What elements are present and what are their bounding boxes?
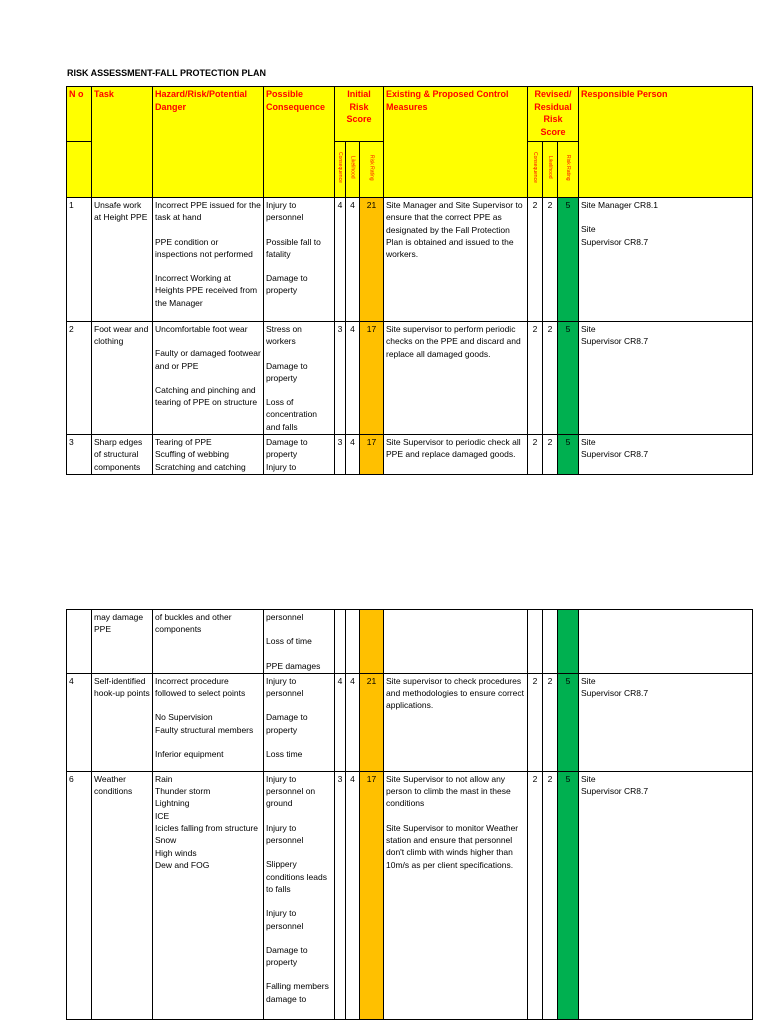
header-revised-consequence: Consequence [528,142,543,198]
row-number [67,610,92,674]
header-no-blank [67,142,92,198]
header-revised-risk-rating: Risk Rating [558,142,579,198]
row-number: 6 [67,771,92,1019]
revised-risk-rating [558,610,579,674]
task-cell-line: Self-identified hook-up points [94,675,150,699]
initial-risk-rating: 17 [360,435,384,475]
hazard-cell-line: Incorrect Working at Heights PPE received from the Manager [155,273,258,308]
consequence-cell [264,198,335,322]
responsible-person-cell-line: Site Manager CR8.1 [581,200,659,210]
revised-consequence-score: 2 [528,322,543,435]
revised-consequence-score: 2 [528,198,543,322]
hazard-cell-line: Snow [155,835,177,846]
initial-likelihood-score: 4 [346,771,360,1019]
initial-likelihood-score: 4 [346,673,360,771]
header-initial-risk-rating: Risk Rating [360,142,384,198]
table-header [67,87,753,198]
header-initial-consequence: Consequence [335,142,346,198]
responsible-person-cell-line: Site [581,773,596,784]
responsible-person-cell-line: Site [581,224,596,235]
header-revised-risk-score: Revised/ Residual Risk Score [528,87,579,142]
hazard-cell-line: of buckles and other components [155,612,232,635]
initial-risk-rating: 17 [360,771,384,1019]
revised-risk-rating: 5 [558,771,579,1019]
revised-likelihood-score: 2 [543,435,558,475]
row-number: 1 [67,198,92,322]
task-cell-line: Weather conditions [94,773,133,797]
control-measures-cell-line: Site supervisor to perform periodic checks on the PPE and discard and replace all damaged goods. [386,324,521,359]
hazard-cell [153,673,264,771]
consequence-cell-line: Injury to [266,461,297,472]
consequence-cell-line: Damage to property [266,360,308,383]
initial-likelihood-score: 4 [346,435,360,475]
row-number: 3 [67,435,92,475]
responsible-person-cell-line: Supervisor CR8.7 [581,786,649,797]
consequence-cell-line: Injury to personnel [266,822,304,846]
header-revised-likelihood: Likelihood [543,142,558,198]
hazard-cell [153,771,264,1019]
table-row [67,198,753,322]
initial-risk-rating: 21 [360,673,384,771]
risk-table [66,86,753,475]
control-measures-cell [384,435,528,475]
hazard-cell-line: Incorrect PPE issued for the task at hand [155,200,261,223]
initial-likelihood-score [346,610,360,674]
hazard-cell-line: Faulty or damaged footwear and or PPE [155,348,261,371]
task-cell [92,198,153,322]
row-number: 2 [67,322,92,435]
responsible-person-cell-line: Supervisor CR8.7 [581,236,649,247]
header-task: Task [92,87,153,198]
responsible-person-cell-line: Site [581,324,596,334]
control-measures-cell-line: Site Supervisor to not allow any person to climb the mast in these conditions [386,773,511,809]
initial-likelihood-score: 4 [346,198,360,322]
consequence-cell-line: Slippery conditions leads to falls [266,859,327,894]
header-no: N o [67,87,92,142]
revised-likelihood-score: 2 [543,771,558,1019]
header-hazard: Hazard/Risk/Potential Danger [153,87,264,198]
revised-risk-rating: 5 [558,322,579,435]
control-measures-cell-line: Site Supervisor to monitor Weather station and ensure that personnel don't climb with winds higher than 10m/s as per client specifications. [386,822,519,870]
hazard-cell [153,322,264,435]
control-measures-cell-line: Site supervisor to check procedures and methodologies to ensure correct applications. [386,675,524,711]
consequence-cell-line: Stress on workers [266,324,302,347]
consequence-cell-line: personnel [266,612,304,622]
initial-consequence-score: 3 [335,322,346,435]
hazard-cell-line: PPE condition or inspections not performed [155,236,253,259]
control-measures-cell [384,610,528,674]
revised-risk-rating: 5 [558,198,579,322]
header-initial-likelihood: Likelihood [346,142,360,198]
control-measures-cell [384,198,528,322]
consequence-cell-line: Injury to personnel on ground [266,773,316,809]
revised-likelihood-score [543,610,558,674]
consequence-cell-line: Loss time [266,749,303,760]
table-body-continued [67,610,753,1020]
task-cell [92,322,153,435]
hazard-cell [153,610,264,674]
initial-risk-rating: 17 [360,322,384,435]
table-row [67,771,753,1019]
control-measures-cell-line: Site Supervisor to periodic check all PPE and replace damaged goods. [386,437,521,460]
header-initial-risk-score: Initial Risk Score [335,87,384,142]
hazard-cell [153,435,264,475]
consequence-cell-line: Injury to personnel [266,200,304,223]
table-row [67,435,753,475]
hazard-cell-line: Scuffing of webbing [155,449,230,460]
document-title: RISK ASSESSMENT-FALL PROTECTION PLAN [67,68,267,78]
hazard-cell-line: High winds [155,847,197,858]
consequence-cell-line: Damage to property [266,273,308,296]
consequence-cell-line: PPE damages [266,660,321,671]
initial-consequence-score [335,610,346,674]
responsible-person-cell [579,435,753,475]
table-row [67,673,753,771]
initial-risk-rating: 21 [360,198,384,322]
control-measures-cell [384,673,528,771]
responsible-person-cell [579,673,753,771]
control-measures-cell [384,771,528,1019]
hazard-cell-line: Dew and FOG [155,859,210,870]
consequence-cell-line: Loss of time [266,636,312,647]
task-cell [92,435,153,475]
consequence-cell-line: Possible fall to fatality [266,236,321,259]
revised-likelihood-score: 2 [543,198,558,322]
task-cell-line: Unsafe work at Height PPE [94,200,148,223]
table-body [67,198,753,475]
consequence-cell-line: Loss of concentration and falls [266,397,318,432]
responsible-person-cell-line: Supervisor CR8.7 [581,688,649,699]
table-row [67,610,753,674]
task-cell-line: may damage PPE [94,612,144,635]
consequence-cell-line: Damage to property [266,437,308,460]
task-cell-line: Foot wear and clothing [94,324,149,347]
hazard-cell-line: Catching and pinching and tearing of PPE on structure [155,384,258,408]
consequence-cell-line: Damage to property [266,712,308,735]
consequence-cell [264,322,335,435]
hazard-cell-line: Inferior equipment [155,749,224,760]
responsible-person-cell-line: Supervisor CR8.7 [581,336,649,347]
responsible-person-cell [579,198,753,322]
revised-likelihood-score: 2 [543,322,558,435]
row-number: 4 [67,673,92,771]
initial-consequence-score: 3 [335,435,346,475]
header-control-measures: Existing & Proposed Control Measures [384,87,528,198]
hazard-cell-line: ICE [155,810,170,821]
hazard-cell-line: Lightning [155,798,190,809]
consequence-cell-line: Damage to property [266,944,308,968]
task-cell-line: Sharp edges of structural components [94,437,143,472]
hazard-cell-line: Thunder storm [155,786,211,797]
control-measures-cell [384,322,528,435]
control-measures-cell-line: Site Manager and Site Supervisor to ensure that the correct PPE as designated by the Fall Protection Plan is obtained and issued to the workers. [386,200,523,260]
consequence-cell-line: Falling members damage to [266,981,329,1004]
initial-likelihood-score: 4 [346,322,360,435]
hazard-cell-line: Faulty structural members [155,724,254,735]
consequence-cell [264,673,335,771]
initial-consequence-score: 3 [335,771,346,1019]
revised-risk-rating: 5 [558,435,579,475]
hazard-cell [153,198,264,322]
revised-consequence-score: 2 [528,673,543,771]
consequence-cell-line: Injury to personnel [266,675,304,699]
hazard-cell-line: Incorrect procedure followed to select points [155,675,246,699]
responsible-person-cell [579,771,753,1019]
consequence-cell [264,435,335,475]
task-cell [92,610,153,674]
table-row [67,322,753,435]
initial-risk-rating [360,610,384,674]
consequence-cell [264,610,335,674]
revised-risk-rating: 5 [558,673,579,771]
task-cell [92,771,153,1019]
header-consequence: Possible Consequence [264,87,335,198]
initial-consequence-score: 4 [335,198,346,322]
hazard-cell-line: No Supervision [155,712,213,723]
consequence-cell-line: Injury to personnel [266,908,304,931]
responsible-person-cell-line: Supervisor CR8.7 [581,449,649,460]
task-cell [92,673,153,771]
consequence-cell [264,771,335,1019]
responsible-person-cell [579,610,753,674]
responsible-person-cell-line: Site [581,675,596,686]
hazard-cell-line: Tearing of PPE [155,437,212,448]
revised-consequence-score: 2 [528,771,543,1019]
revised-likelihood-score: 2 [543,673,558,771]
hazard-cell-line: Rain [155,773,173,784]
header-responsible-person: Responsible Person [579,87,753,198]
revised-consequence-score [528,610,543,674]
hazard-cell-line: Uncomfortable foot wear [155,324,248,334]
revised-consequence-score: 2 [528,435,543,475]
risk-table-continued [66,609,753,1020]
responsible-person-cell [579,322,753,435]
initial-consequence-score: 4 [335,673,346,771]
hazard-cell-line: Icicles falling from structure [155,823,258,834]
responsible-person-cell-line: Site [581,437,596,448]
hazard-cell-line: Scratching and catching [155,461,246,472]
